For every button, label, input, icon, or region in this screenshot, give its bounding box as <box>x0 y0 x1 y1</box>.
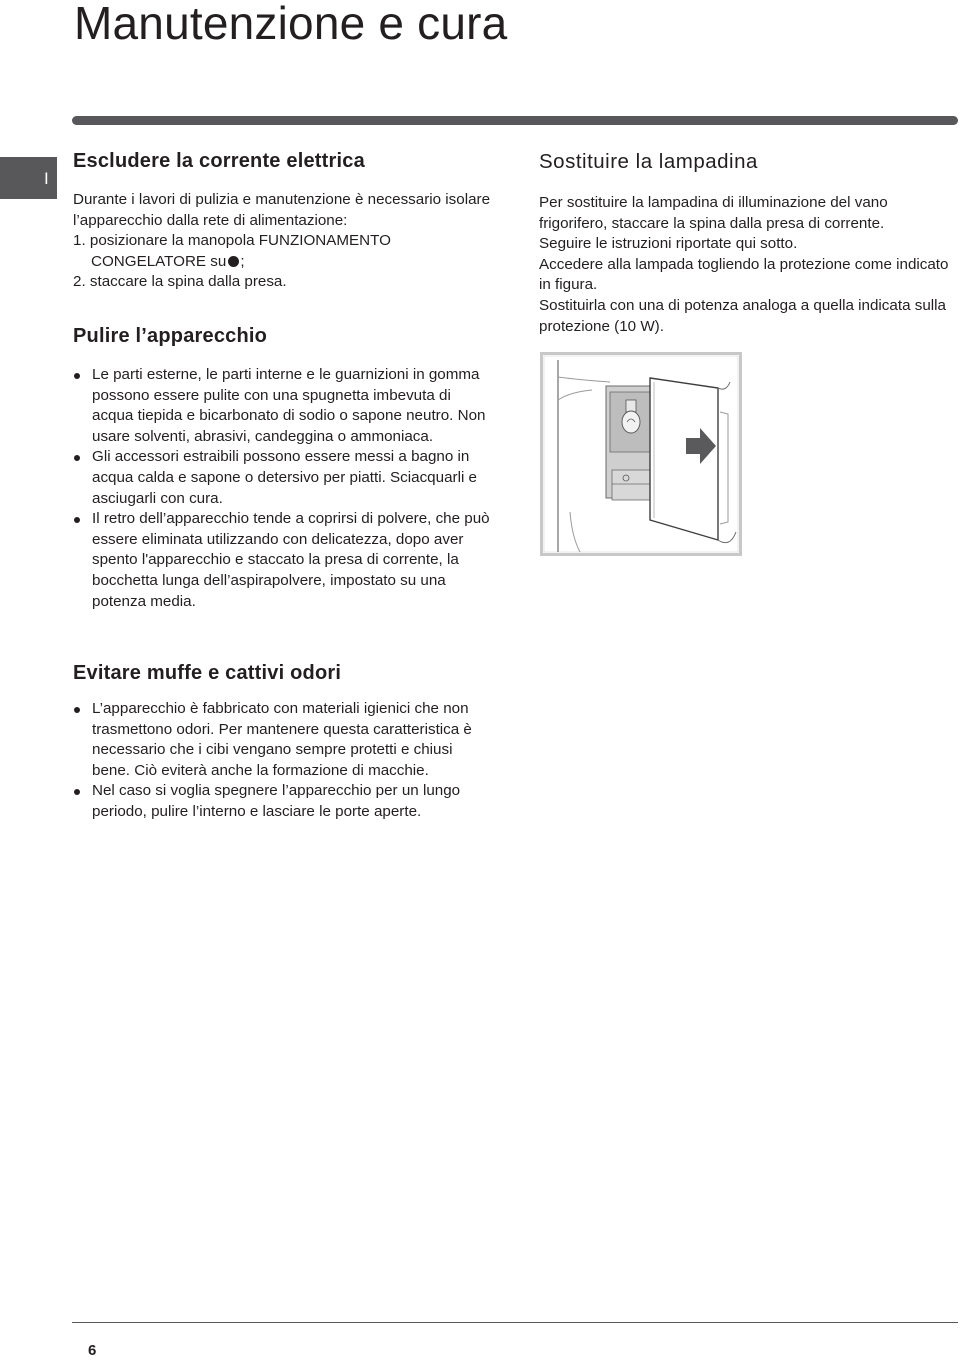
cleaning-item: Le parti esterne, le parti interne e le guarnizioni in gomma possono essere pulite con una spugnetta imbevuta di acqua tiepida e bicarbonato di sodio o sapone neutro. Non usare solventi, abrasivi, candeggina o ammoniaca. <box>73 365 493 447</box>
power-step-1-end: ; <box>240 252 245 270</box>
cleaning-item: Gli accessori estraibili possono essere messi a bagno in acqua calda e sapone o detersivo per piatti. Sciacquarli e asciugarli con cura. <box>73 447 493 509</box>
odors-item: Nel caso si voglia spegnere l’apparecchio per un lungo periodo, pulire l’interno e lasciare le porte aperte. <box>73 781 483 822</box>
lamp-paragraph-3: Accedere alla lampada togliendo la protezione come indicato in figura. <box>539 255 949 294</box>
cleaning-list <box>73 365 493 612</box>
lamp-paragraph-2: Seguire le istruzioni riportate qui sotto. <box>539 235 798 253</box>
odors-list <box>73 699 483 823</box>
cleaning-item: Il retro dell’apparecchio tende a coprirsi di polvere, che può essere eliminata utilizzando con delicatezza, dopo aver spento l'apparecchio e staccato la presa di corrente, la bocchetta lunga dell’aspirapolvere, impostato su una potenza media. <box>73 509 493 612</box>
language-tab-label: I <box>44 169 49 188</box>
page-title: Manutenzione e cura <box>74 0 508 49</box>
power-step-1 <box>73 231 503 272</box>
footer-rule <box>72 1322 958 1323</box>
section-cleaning-heading: Pulire l’apparecchio <box>73 324 268 347</box>
filled-dot-icon <box>228 256 239 267</box>
section-odors <box>73 662 503 823</box>
left-column <box>73 150 503 612</box>
lamp-paragraph-4: Sostituirla con una di potenza analoga a quella indicata sulla protezione (10 W). <box>539 296 946 335</box>
section-power-heading: Escludere la corrente elettrica <box>73 150 365 172</box>
odors-item: L’apparecchio è fabbricato con materiali igienici che non trasmettono odori. Per mantenere questa caratteristica è necessario che i cibi vengano sempre protetti e chiusi bene. Ciò eviterà anche la formazione di macchie. <box>73 699 483 781</box>
power-steps-list <box>73 231 503 293</box>
header-rule <box>72 116 958 125</box>
section-odors-heading: Evitare muffe e cattivi odori <box>73 662 342 684</box>
right-column <box>539 150 959 337</box>
section-cleaning <box>73 325 503 612</box>
page-number: 6 <box>88 1342 97 1359</box>
language-tab <box>0 157 57 199</box>
section-power-intro: Durante i lavori di pulizia e manutenzione è necessario isolare l’apparecchio dalla rete di alimentazione: <box>73 191 491 229</box>
lamp-paragraph-1: Per sostituire la lampadina di illuminazione del vano frigorifero, staccare la spina dalla presa di corrente. <box>539 194 888 232</box>
section-lamp <box>539 150 959 337</box>
section-lamp-heading: Sostituire la lampadina <box>539 150 758 173</box>
section-power <box>73 150 503 293</box>
bottom-left-column <box>73 662 503 823</box>
power-step-1-text: 1. posizionare la manopola FUNZIONAMENTO CONGELATORE su <box>73 232 391 270</box>
lamp-cover-illustration <box>540 352 742 556</box>
power-step-2: 2. staccare la spina dalla presa. <box>73 273 287 291</box>
